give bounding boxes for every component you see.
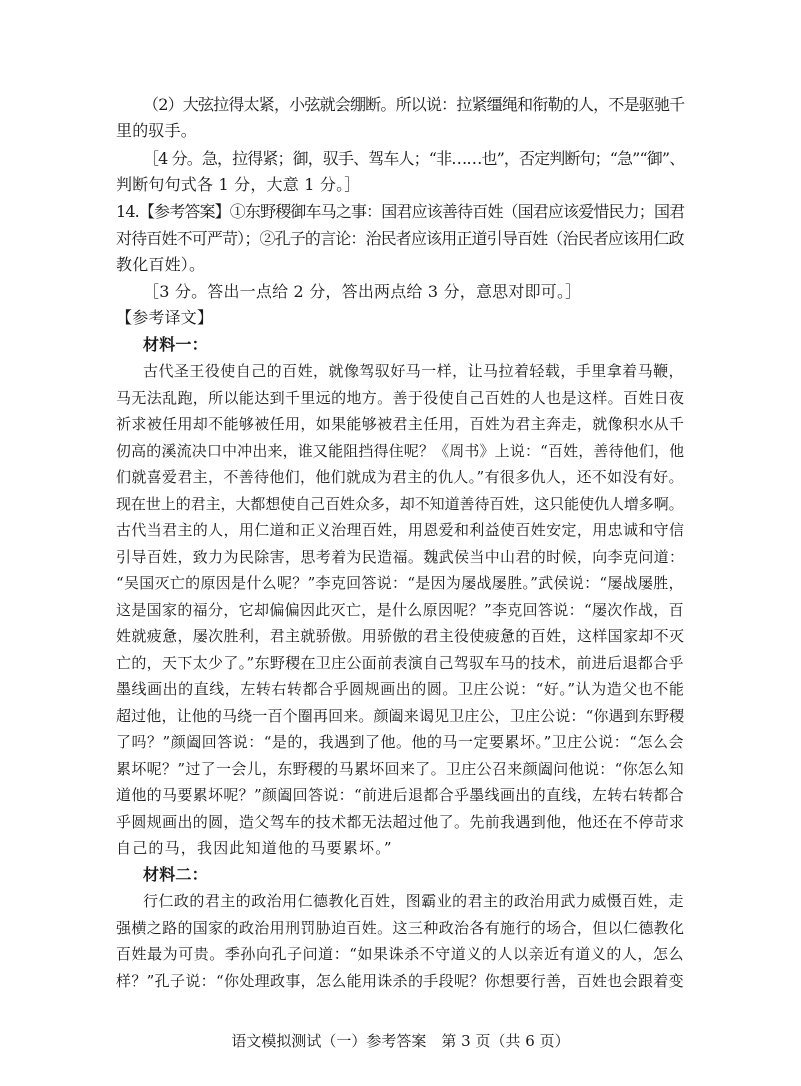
material2-title: 材料二： <box>143 865 208 884</box>
material1-line: 仞高的溪流决口中冲出来，谁又能阻挡得住呢？《周书》上说：“百姓，善待他们，他 <box>116 442 685 460</box>
material1-line: 马无法乱跑，所以能达到千里远的地方。善于役使自己百姓的人也是这样。百姓日夜 <box>116 389 685 407</box>
material1-line: 自己的马，我因此知道他的马要累坏。” <box>116 839 393 857</box>
material2-line: 强横之路的国家的政治用刑罚胁迫百姓。这三种政治各有施行的场合，但以仁德教化 <box>116 919 685 937</box>
material1-line: 祈求被任用却不能够被任用，如果能够被君主任用，百姓为君主奔走，就像积水从千 <box>116 415 685 433</box>
material1-line: 现在世上的君主，大都想使自己百姓众多，却不知道善待百姓，这只能使仇人增多啊。 <box>116 495 684 513</box>
q14-line3: 教化百姓）。 <box>116 255 206 274</box>
material1-line: 亡的，天下太少了。”东野稷在卫庄公面前表演自己驾驭车马的技术，前进后退都合乎 <box>116 654 684 672</box>
material1-line: 超过他，让他的马绕一百个圈再回来。颜阖来谒见卫庄公，卫庄公说：“你遇到东野稷 <box>116 707 685 725</box>
material1-line: 们就喜爱君主，不善待他们，他们就成为君主的仇人。”有很多仇人，还不如没有好。 <box>116 468 684 486</box>
material1-line: 道他的马要累坏呢？”颜阖回答说：“前进后退都合乎墨线画出的直线，左转右转都合 <box>116 786 684 804</box>
material1-line: “吴国灭亡的原因是什么呢？”李克回答说：“是因为屡战屡胜。”武侯说：“屡战屡胜， <box>116 574 684 592</box>
q13-score-line1: ［4 分。急，拉得紧；御，驭手、驾车人；“非……也”，否定判断句；“急”“御”、 <box>143 149 685 168</box>
material1-line: 乎圆规画出的圆，造父驾车的技术都无法超过他了。先前我遇到他，他还在不停苛求 <box>116 813 685 831</box>
q14-score: ［3 分。答出一点给 2 分，答出两点给 3 分，意思对即可。］ <box>143 282 582 301</box>
q13-score-line2: 判断句句式各 1 分，大意 1 分。］ <box>116 175 361 194</box>
material2-line: 百姓最为可贵。季孙向孔子问道：“如果诛杀不守道义的人以亲近有道义的人，怎么 <box>116 945 685 963</box>
material1-title: 材料一： <box>143 335 208 354</box>
material2-line: 样？”孔子说：“你处理政事，怎么能用诛杀的手段呢？你想要行善，百姓也会跟着变 <box>116 972 684 990</box>
translation-header: 【参考译文】 <box>116 308 214 327</box>
q14-line2: 对待百姓不可严苛）；②孔子的言论：治民者应该用正道引导百姓（治民者应该用仁政 <box>116 229 684 248</box>
material1-line: 墨线画出的直线，左转右转都合乎圆规画出的圆。卫庄公说：“好。”认为造父也不能 <box>116 680 685 698</box>
material1-line: 古代当君主的人，用仁道和正义治理百姓，用恩爱和利益使百姓安定，用忠诚和守信 <box>116 521 685 539</box>
material2-line: 行仁政的君主的政治用仁德教化百姓，图霸业的君主的政治用武力威慑百姓，走 <box>143 892 685 910</box>
q14-line1: 14.【参考答案】①东野稷御车马之事：国君应该善待百姓（国君应该爱惜民力；国君 <box>116 202 685 221</box>
material1-line: 这是国家的福分，它却偏偏因此灭亡，是什么原因呢？”李克回答说：“屡次作战，百 <box>116 601 684 619</box>
material1-line: 引导百姓，致力为民除害，思考着为民造福。魏武侯当中山君的时候，向李克问道： <box>116 548 685 566</box>
page-footer: 语文模拟测试（一）参考答案 第 3 页（共 6 页） <box>231 1032 570 1050</box>
material1-line: 姓就疲惫，屡次胜利，君主就骄傲。用骄傲的君主役使疲惫的百姓，这样国家却不灭 <box>116 627 685 645</box>
q13-part2-line1: （2）大弦拉得太紧，小弦就会绷断。所以说：拉紧缰绳和衔勒的人，不是驱驰千 <box>143 95 685 114</box>
material1-line: 古代圣王役使自己的百姓，就像驾驭好马一样，让马拉着轻载，手里拿着马鞭， <box>143 362 685 380</box>
q13-part2-line2: 里的驭手。 <box>116 121 198 140</box>
material1-line: 累坏呢？”过了一会儿，东野稷的马累坏回来了。卫庄公召来颜阖问他说：“你怎么知 <box>116 760 684 778</box>
material1-line: 了吗？”颜阖回答说：“是的，我遇到了他。他的马一定要累坏。”卫庄公说：“怎么会 <box>116 733 684 751</box>
